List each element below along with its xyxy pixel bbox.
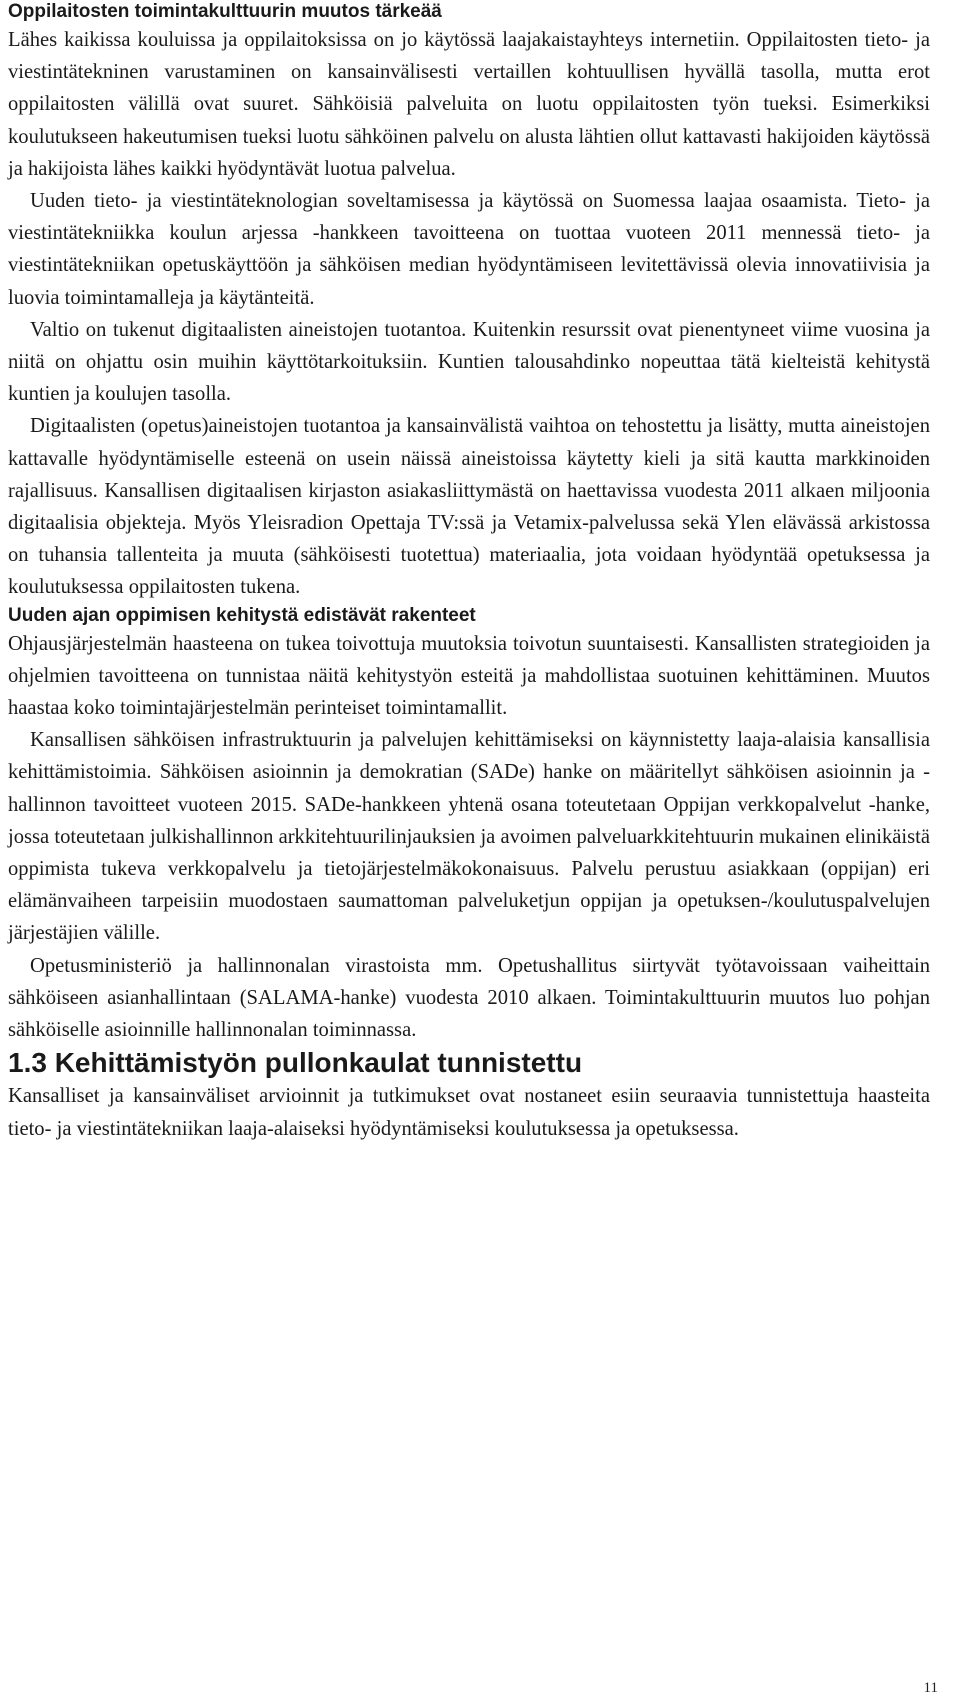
paragraph: Kansallisen sähköisen infrastruktuurin ja palvelujen kehittämiseksi on käynnistetty laaja-alaisia kansallisia kehittämistoimia. Sähköisen asioinnin ja demokratian (SADe) hanke on määritellyt sähköisen asioinnin ja -hallinnon tavoitteet vuoteen 2015. SADe-hankkeen yhtenä osana toteutetaan Oppijan verkkopalvelut -hanke, jossa toteutetaan julkishallinnon arkkitehtuurilinjauksien ja avoimen palveluarkkitehtuurin mukainen elinikäistä oppimista tukeva verkkopalvelu ja tietojärjestelmäkokonaisuus. Palvelu perustuu asiakkaan (oppijan) eri elämänvaiheen tarpeisiin muodostaen saumattoman palveluketjun oppijan ja opetuksen-/koulutuspalvelujen järjestäjien välille.: [8, 729, 930, 945]
chapter-heading-pullonkaulat: 1.3 Kehittämistyön pullonkaulat tunnistettu: [8, 1047, 583, 1079]
paragraph: Kansalliset ja kansainväliset arvioinnit ja tutkimukset ovat nostaneet esiin seuraavia tunnistettuja haasteita tieto- ja viestintätekniikan laaja-alaiseksi hyödyntämiseksi koulutuksessa ja opetuksessa.: [8, 1085, 930, 1140]
paragraph: Digitaalisten (opetus)aineistojen tuotantoa ja kansainvälistä vaihtoa on tehostettu ja lisätty, mutta aineistojen kattavalle hyödyntämiselle esteenä on usein näissä aineistoissa käytetty kieli ja sitä kautta markkinoiden rajallisuus. Kansallisen digitaalisen kirjaston asiakasliittymästä on haettavissa vuodesta 2011 alkaen miljoonia digitaalisia objekteja. Myös Yleisradion Opettaja TV:ssä ja Vetamix-palvelussa sekä Ylen elävässä arkistossa on tuhansia tallenteita ja muuta (sähköisesti tuotettua) materiaalia, jota voidaan hyödyntää opetuksessa ja koulutuksessa oppilaitosten tukena.: [8, 415, 930, 599]
document-page: [8, 0, 930, 1145]
section-heading-rakenteet: Uuden ajan oppimisen kehitystä edistävät rakenteet: [8, 604, 476, 626]
paragraph: Valtio on tukenut digitaalisten aineistojen tuotantoa. Kuitenkin resurssit ovat pienentyneet viime vuosina ja niitä on ohjattu osin muihin käyttötarkoituksiin. Kuntien talousahdinko nopeuttaa tätä kielteistä kehitystä kuntien ja koulujen tasolla.: [8, 318, 930, 406]
section-heading-toimintakulttuuri: Oppilaitosten toimintakulttuurin muutos tärkeää: [8, 1, 442, 22]
page-number: 11: [923, 1680, 938, 1696]
paragraph: Uuden tieto- ja viestintäteknologian soveltamisessa ja käytössä on Suomessa laajaa osaamista. Tieto- ja viestintätekniikka koulun arjessa -hankkeen tavoitteena on tuottaa vuoteen 2011 mennessä tieto- ja viestintätekniikan opetuskäyttöön ja sähköisen median hyödyntämiseen levitettävissä olevia innovatiivisia ja luovia toimintamalleja ja käytänteitä.: [8, 190, 930, 309]
paragraph: Lähes kaikissa kouluissa ja oppilaitoksissa on jo käytössä laajakaistayhteys internetiin. Oppilaitosten tieto- ja viestintätekninen varustaminen on kansainvälisesti vertaillen kohtuullisen hyvällä tasolla, mutta erot oppilaitosten välillä ovat suuret. Sähköisiä palveluita on luotu oppilaitosten työn tueksi. Esimerkiksi koulutukseen hakeutumisen tueksi luotu sähköinen palvelu on alusta lähtien ollut kattavasti hakijoiden käytössä ja hakijoista lähes kaikki hyödyntävät luotua palvelua.: [8, 29, 930, 180]
paragraph: Ohjausjärjestelmän haasteena on tukea toivottuja muutoksia toivotun suuntaisesti. Kansallisten strategioiden ja ohjelmien tavoitteena on tunnistaa näitä kehitystyön esteitä ja mahdollistaa suotuinen kehittäminen. Muutos haastaa koko toimintajärjestelmän perinteiset toimintamallit.: [8, 632, 930, 720]
paragraph: Opetusministeriö ja hallinnonalan virastoista mm. Opetushallitus siirtyvät työtavoissaan vaiheittain sähköiseen asianhallintaan (SALAMA-hanke) vuodesta 2010 alkaen. Toimintakulttuurin muutos luo pohjan sähköiselle asioinnille hallinnonalan toiminnassa.: [8, 954, 930, 1042]
